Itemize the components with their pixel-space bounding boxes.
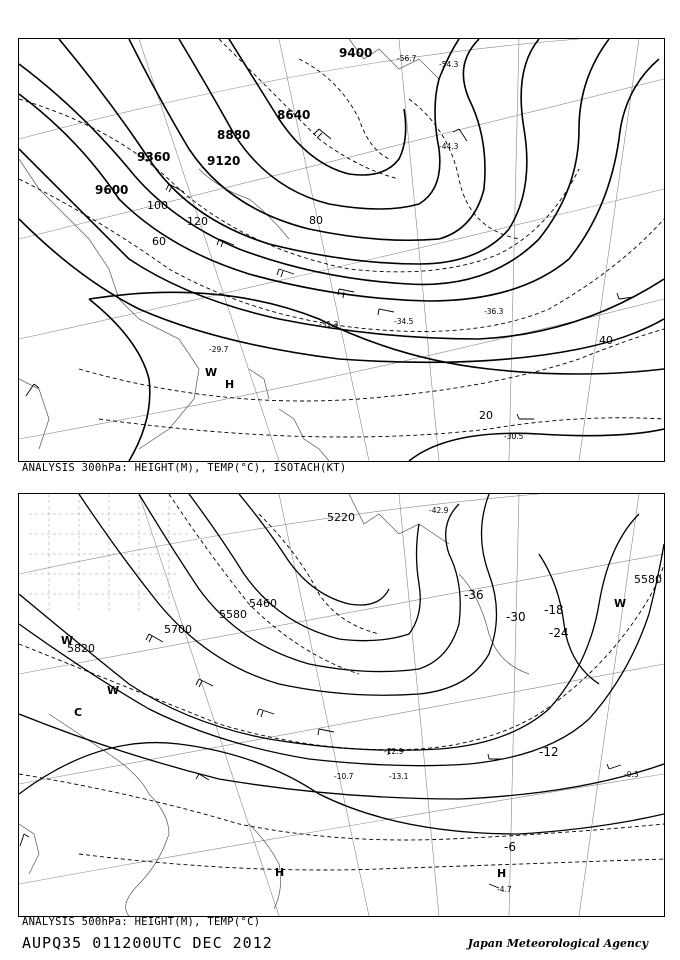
height-label-9360: 9360: [137, 150, 171, 164]
temp-label: -30.5: [504, 432, 524, 441]
pressure-center-w: W: [61, 634, 74, 647]
obs-label: -10.7: [334, 772, 354, 781]
obs-label: -9.3: [624, 770, 639, 779]
pressure-center-group: [205, 366, 234, 391]
chart-500hpa-map: [19, 494, 664, 916]
graticule: [19, 494, 664, 916]
height-label-group: [95, 46, 372, 197]
coastlines: [19, 494, 529, 916]
agency-name: Japan Meteorological Agency: [467, 937, 648, 950]
temp-contour-label: -30: [506, 610, 526, 624]
coastlines: [19, 39, 439, 461]
temp-contour-label: -24: [549, 626, 569, 640]
pressure-center-h: H: [225, 378, 235, 391]
pressure-center-w: W: [205, 366, 218, 379]
graticule: [19, 39, 664, 461]
height-label-8640: 8640: [277, 108, 311, 122]
height-label-5220: 5220: [327, 511, 355, 524]
temp-label: -34.5: [394, 317, 414, 326]
height-contours: [19, 494, 664, 834]
obs-label: -13.1: [389, 772, 409, 781]
temp-contour-label-group: [464, 588, 569, 854]
obs-label: -4.7: [497, 885, 512, 894]
temp-label: -31.3: [319, 320, 339, 329]
temp-contour-label: -18: [544, 603, 564, 617]
temp-label: -29.7: [209, 345, 229, 354]
isotachs: [19, 39, 664, 437]
chart-code: AUPQ35 011200UTC DEC 2012: [22, 934, 273, 952]
chart-500hpa: [18, 493, 665, 917]
height-label-5460: 5460: [249, 597, 277, 610]
temp-contour-label: -6: [504, 840, 516, 854]
temp-label: -36.3: [484, 307, 504, 316]
temp-label-group: [209, 54, 524, 441]
height-label-5580-east: 5580: [634, 573, 662, 586]
pressure-center-c: C: [74, 706, 83, 719]
height-label-9600: 9600: [95, 183, 129, 197]
wind-barbs: [20, 634, 621, 888]
temp-label: -44.3: [439, 142, 459, 151]
height-label-8880: 8880: [217, 128, 251, 142]
hatched-area: [29, 494, 189, 614]
height-contours: [19, 39, 664, 461]
obs-label: -12.9: [384, 747, 404, 756]
isotach-label-20: 20: [479, 409, 493, 422]
pressure-center-w: W: [107, 684, 120, 697]
isotach-label-80: 80: [309, 214, 323, 227]
height-label-5820: 5820: [67, 642, 95, 655]
temp-label: -56.7: [397, 54, 417, 63]
pressure-center-h: H: [497, 867, 507, 880]
isotach-label-120: 120: [187, 215, 208, 228]
pressure-center-h: H: [275, 866, 285, 879]
isotach-label-100: 100: [147, 199, 168, 212]
temp-contour-label: -12: [539, 745, 559, 759]
height-label-9400: 9400: [339, 46, 373, 60]
height-label-5580: 5580: [219, 608, 247, 621]
chart-300hpa-caption: ANALYSIS 300hPa: HEIGHT(M), TEMP(°C), ISOTACH(KT): [22, 462, 347, 474]
height-label-group: [67, 511, 662, 655]
temp-label: -54.3: [439, 60, 459, 69]
chart-500hpa-caption: ANALYSIS 500hPa: HEIGHT(M), TEMP(°C): [22, 916, 261, 928]
height-label-5700: 5700: [164, 623, 192, 636]
isotach-label-40: 40: [599, 334, 613, 347]
chart-300hpa: [18, 38, 665, 462]
pressure-center-w: W: [614, 597, 627, 610]
height-label-9120: 9120: [207, 154, 241, 168]
isotach-label-60: 60: [152, 235, 166, 248]
obs-label: -42.9: [429, 506, 449, 515]
temp-contour-label: -36: [464, 588, 484, 602]
chart-300hpa-map: [19, 39, 664, 461]
